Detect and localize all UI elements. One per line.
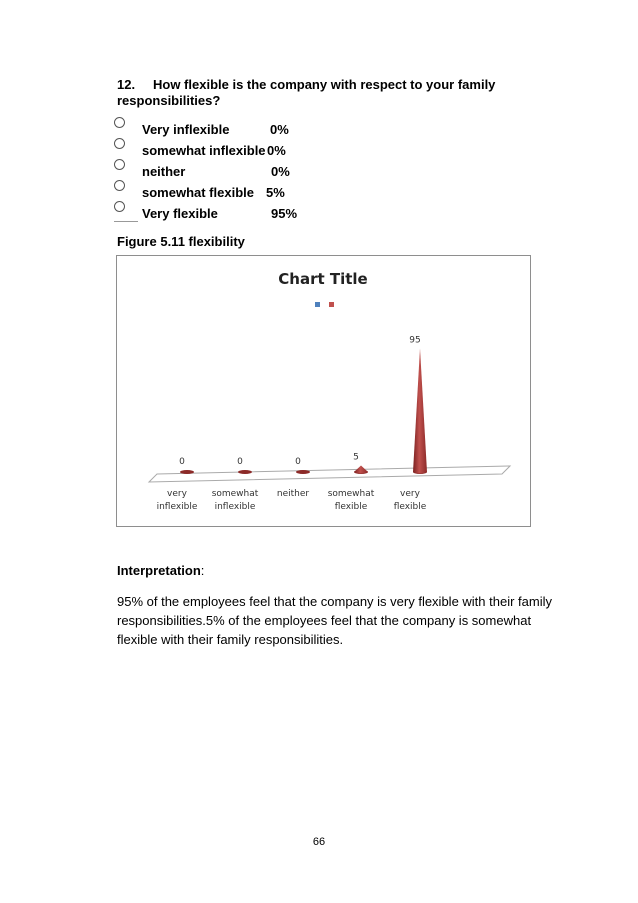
option-percent: 5% — [266, 185, 285, 200]
category-label: flexible — [393, 502, 427, 512]
option-percent: 0% — [271, 164, 290, 179]
option-percent: 0% — [267, 143, 286, 158]
data-label: 95 — [409, 335, 421, 346]
interpretation-body: 95% of the employees feel that the company is very flexible with their family responsibilities.5% of the employees feel that the company is somewhat flexible with their family responsibilities. — [117, 594, 552, 647]
data-label: 5 — [353, 452, 359, 463]
radio-icon[interactable] — [114, 180, 125, 191]
options-list — [114, 117, 414, 222]
option-percent: 95% — [271, 206, 298, 221]
radio-icon[interactable] — [114, 117, 125, 128]
radio-icon[interactable] — [114, 159, 125, 170]
category-label: inflexible — [156, 502, 198, 512]
page-number: 66 — [312, 836, 326, 848]
radio-icon[interactable] — [114, 201, 125, 212]
interpretation-colon: : — [200, 563, 205, 578]
option-somewhat-inflexible[interactable] — [114, 138, 414, 159]
category-label: very — [400, 489, 420, 499]
question-text — [117, 77, 537, 109]
question-number: 12. — [117, 77, 136, 92]
divider — [114, 221, 138, 222]
option-percent: 0% — [270, 122, 289, 137]
legend-swatch — [329, 302, 334, 307]
cone-base — [238, 470, 252, 474]
option-label: Very inflexible — [142, 122, 230, 137]
cone-chart — [117, 256, 530, 526]
question-body: How flexible is the company with respect to your family responsibilities? — [117, 77, 496, 108]
legend-swatch — [315, 302, 320, 307]
cone-base — [296, 470, 310, 474]
category-label: somewhat — [211, 489, 259, 499]
category-label: neither — [276, 489, 310, 499]
option-somewhat-flexible[interactable] — [114, 180, 414, 201]
data-label: 0 — [179, 457, 185, 467]
chart-floor — [149, 466, 510, 482]
cone-base — [180, 470, 194, 474]
interpretation-heading-text: Interpretation — [117, 563, 201, 578]
chart-container — [116, 255, 531, 527]
category-label: flexible — [334, 502, 368, 512]
category-label: inflexible — [214, 502, 256, 512]
option-label: somewhat flexible — [142, 185, 254, 200]
category-label: somewhat — [327, 489, 375, 499]
interpretation-heading — [117, 563, 204, 578]
option-label: neither — [142, 164, 186, 179]
data-label: 0 — [237, 457, 243, 467]
chart-title: Chart Title — [278, 270, 368, 288]
radio-icon[interactable] — [114, 138, 125, 149]
option-label: somewhat inflexible — [142, 143, 266, 158]
option-neither[interactable] — [114, 159, 414, 180]
option-very-inflexible[interactable] — [114, 117, 414, 138]
data-label: 0 — [295, 457, 301, 467]
cone-bar — [413, 349, 427, 474]
option-label: Very flexible — [142, 206, 218, 221]
category-label: very — [167, 489, 187, 499]
figure-caption: Figure 5.11 flexibility — [117, 234, 245, 249]
option-very-flexible[interactable] — [114, 201, 414, 222]
